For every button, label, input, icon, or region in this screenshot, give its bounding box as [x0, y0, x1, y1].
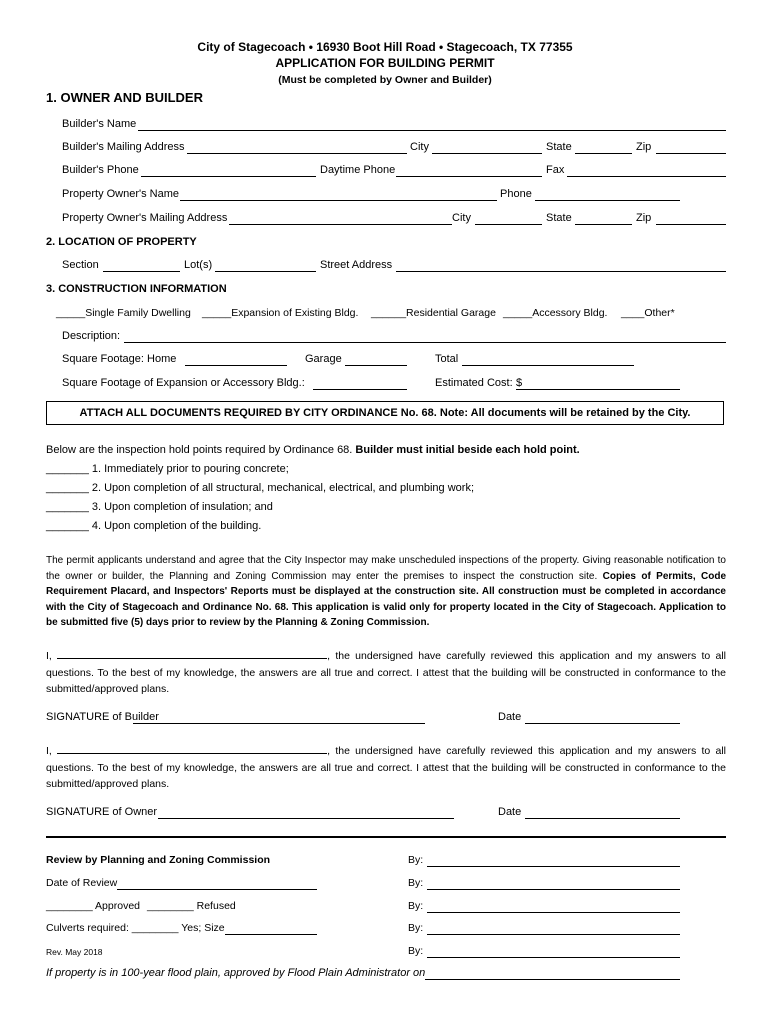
section-construction-heading: 3. CONSTRUCTION INFORMATION: [46, 283, 227, 295]
builder-attestation: [46, 647, 726, 698]
by-label-5: By:: [408, 945, 424, 957]
section-field[interactable]: [103, 271, 180, 272]
owner-phone-label: Phone: [500, 188, 532, 200]
attach-documents-notice: ATTACH ALL DOCUMENTS REQUIRED BY CITY ORDINANCE No. 68. Note: All documents will be retained by the City.: [46, 401, 724, 425]
builder-signature-field[interactable]: [133, 723, 425, 724]
builders-zip-field[interactable]: [656, 153, 726, 154]
builder-date-field[interactable]: [525, 723, 680, 724]
owner-signature-field[interactable]: [158, 818, 454, 819]
lots-field[interactable]: [215, 271, 316, 272]
hold-points-intro: [46, 444, 580, 456]
option-other[interactable]: ____Other*: [621, 307, 675, 319]
property-owners-name-field[interactable]: [180, 200, 497, 201]
builders-name-label: Builder's Name: [62, 118, 137, 130]
description-field[interactable]: [124, 342, 726, 343]
option-residential-garage[interactable]: ______Residential Garage: [371, 307, 496, 319]
builder-date-label: Date: [498, 711, 522, 723]
garage-field[interactable]: [345, 365, 407, 366]
hold-point-3[interactable]: _______ 3. Upon completion of insulation; and: [46, 501, 273, 513]
sf-expansion-field[interactable]: [313, 389, 407, 390]
dollar-sign: $: [516, 377, 523, 389]
owner-state-field[interactable]: [575, 224, 632, 225]
refused-option[interactable]: ________ Refused: [147, 900, 236, 912]
by-label-1: By:: [408, 854, 424, 866]
agreement-paragraph: [46, 553, 726, 631]
agreement-text: The permit applicants understand and agree that the City Inspector may make unscheduled inspections of the property. Giving reasonable notification to the owner or builder, the Planning and Zoning Commission may enter the premises to inspect the construction site.: [46, 555, 726, 582]
date-of-review-field[interactable]: [117, 889, 317, 890]
owner-city-field[interactable]: [475, 224, 542, 225]
page-title: APPLICATION FOR BUILDING PERMIT: [275, 56, 495, 70]
by-field-2[interactable]: [427, 889, 680, 890]
by-field-4[interactable]: [427, 934, 680, 935]
builders-state-field[interactable]: [575, 153, 632, 154]
agreement-bold-text: Copies of Permits, Code Requirement Placard, and Inspectors' Reports must be displayed at the construction site. All construction must be completed in accordance with the City of Stagecoach and Ordinance No. 68. This application is valid only for property located in the City of Stagecoach. Application to be submitted five (5) days prior to review by the Planning & Zoning Commission.: [46, 570, 727, 628]
flood-plain-date-field[interactable]: [425, 979, 680, 980]
hold-points-intro-text: Below are the inspection hold points required by Ordinance 68.: [46, 444, 353, 456]
owner-attest-text: , the undersigned have carefully reviewed this application and my answers to all questions. To the best of my knowledge, the answers are all true and correct. I attest that the building will be constructed in conformance to the submitted/approved plans.: [46, 745, 727, 790]
culverts-size-field[interactable]: [225, 934, 317, 935]
by-field-1[interactable]: [427, 866, 680, 867]
flood-plain-label: If property is in 100-year flood plain, approved by Flood Plain Administrator on: [46, 967, 426, 979]
builder-attest-text: , the undersigned have carefully reviewed this application and my answers to all questions. To the best of my knowledge, the answers are all true and correct. I attest that the building will be constructed in conformance to the submitted/approved plans.: [46, 650, 727, 695]
estimated-cost-field[interactable]: [516, 389, 680, 390]
builders-city-label: City: [410, 141, 429, 153]
builder-name-blank[interactable]: [57, 647, 327, 659]
street-address-field[interactable]: [396, 271, 726, 272]
option-expansion[interactable]: _____Expansion of Existing Bldg.: [202, 307, 359, 319]
total-field[interactable]: [462, 365, 634, 366]
daytime-phone-field[interactable]: [396, 176, 542, 177]
city-address-line: City of Stagecoach • 16930 Boot Hill Road • Stagecoach, TX 77355: [197, 40, 573, 54]
owner-name-blank[interactable]: [57, 742, 327, 754]
builders-zip-label: Zip: [636, 141, 652, 153]
section-divider: [46, 836, 726, 838]
owner-zip-field[interactable]: [656, 224, 726, 225]
review-heading: Review by Planning and Zoning Commission: [46, 854, 271, 866]
builders-city-field[interactable]: [432, 153, 542, 154]
property-owners-mailing-address-field[interactable]: [229, 224, 452, 225]
approved-option[interactable]: ________ Approved: [46, 900, 141, 912]
by-label-2: By:: [408, 877, 424, 889]
builders-phone-field[interactable]: [141, 176, 316, 177]
estimated-cost-label: Estimated Cost:: [435, 377, 513, 389]
builder-signature-label: SIGNATURE of Builder: [46, 711, 159, 723]
builders-name-field[interactable]: [138, 130, 726, 131]
culverts-label: Culverts required: ________ Yes; Size: [46, 922, 225, 934]
section-location-heading: 2. LOCATION OF PROPERTY: [46, 236, 197, 248]
description-label: Description:: [62, 330, 121, 342]
revision-date: Rev. May 2018: [46, 947, 103, 957]
section-label: Section: [62, 259, 99, 271]
garage-label: Garage: [305, 353, 342, 365]
hold-point-2[interactable]: _______ 2. Upon completion of all structural, mechanical, electrical, and plumbing work;: [46, 482, 475, 494]
owner-state-label: State: [546, 212, 572, 224]
option-single-family[interactable]: _____Single Family Dwelling: [56, 307, 191, 319]
page-subtitle: (Must be completed by Owner and Builder): [278, 74, 492, 86]
property-owners-mailing-address-label: Property Owner's Mailing Address: [62, 212, 228, 224]
option-accessory[interactable]: _____Accessory Bldg.: [503, 307, 608, 319]
owner-date-field[interactable]: [525, 818, 680, 819]
total-label: Total: [435, 353, 459, 365]
property-owners-name-label: Property Owner's Name: [62, 188, 180, 200]
owner-signature-label: SIGNATURE of Owner: [46, 806, 158, 818]
fax-label: Fax: [546, 164, 565, 176]
owner-city-label: City: [452, 212, 471, 224]
owner-attest-prefix: I,: [46, 745, 52, 757]
date-of-review-label: Date of Review: [46, 877, 118, 889]
by-field-3[interactable]: [427, 912, 680, 913]
fax-field[interactable]: [567, 176, 726, 177]
owner-attestation: [46, 742, 726, 793]
by-label-3: By:: [408, 900, 424, 912]
owner-phone-field[interactable]: [535, 200, 680, 201]
daytime-phone-label: Daytime Phone: [320, 164, 396, 176]
hold-point-4[interactable]: _______ 4. Upon completion of the building.: [46, 520, 262, 532]
owner-date-label: Date: [498, 806, 522, 818]
by-field-5[interactable]: [427, 957, 680, 958]
square-footage-home-label: Square Footage: Home: [62, 353, 177, 365]
builder-attest-prefix: I,: [46, 650, 52, 662]
builders-mailing-address-label: Builder's Mailing Address: [62, 141, 185, 153]
owner-zip-label: Zip: [636, 212, 652, 224]
lots-label: Lot(s): [184, 259, 213, 271]
builders-phone-label: Builder's Phone: [62, 164, 139, 176]
hold-points-intro-bold: Builder must initial beside each hold point.: [355, 444, 580, 456]
sf-expansion-label: Square Footage of Expansion or Accessory Bldg.:: [62, 377, 305, 389]
section-owner-builder-heading: 1. OWNER AND BUILDER: [46, 90, 203, 105]
square-footage-home-field[interactable]: [185, 365, 287, 366]
builders-mailing-address-field[interactable]: [187, 153, 407, 154]
hold-point-1[interactable]: _______ 1. Immediately prior to pouring concrete;: [46, 463, 289, 475]
builders-state-label: State: [546, 141, 572, 153]
street-address-label: Street Address: [320, 259, 393, 271]
by-label-4: By:: [408, 922, 424, 934]
